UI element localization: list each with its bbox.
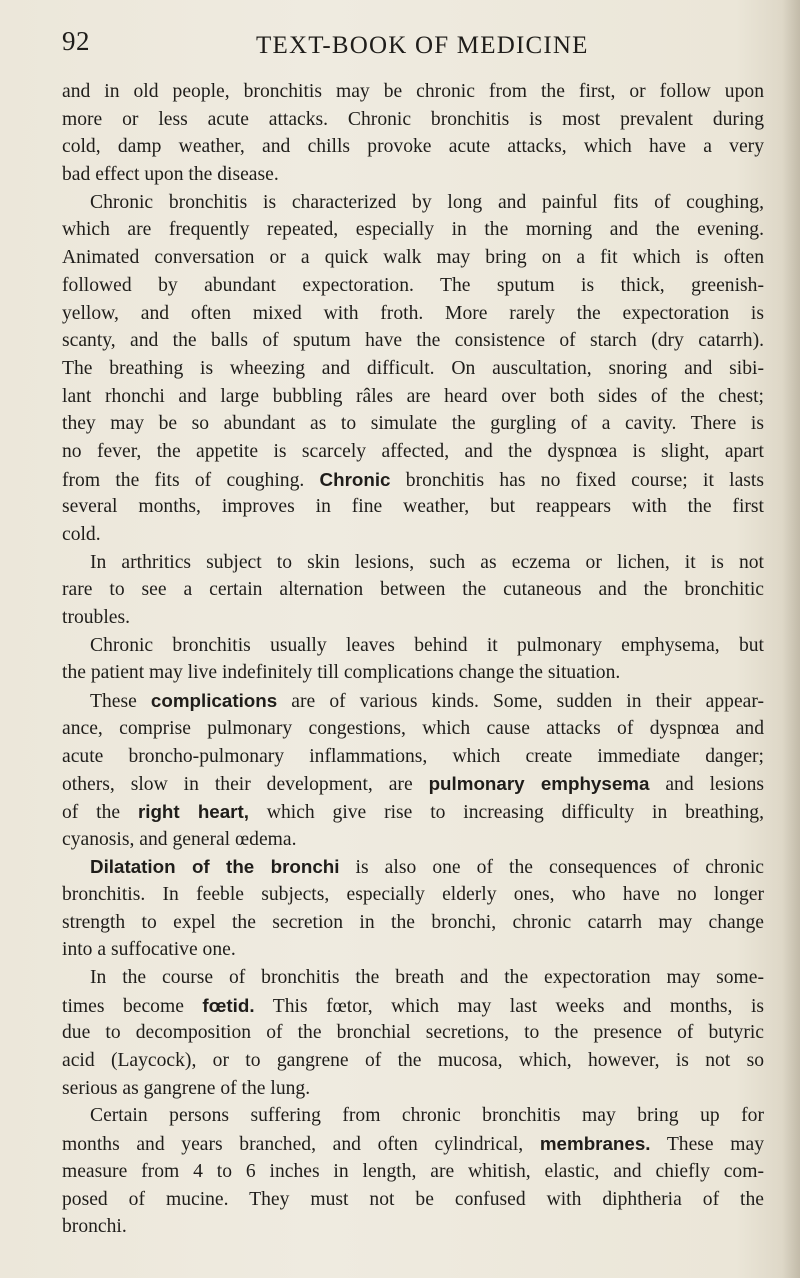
- text-line: [62, 383, 764, 411]
- text-run: The breathing is wheezing and difficult. On auscultation, snoring and sibi-: [62, 357, 764, 379]
- text-run: Certain persons suffering from chronic bronchitis may bring up for: [90, 1105, 764, 1127]
- text-line: [62, 1186, 764, 1214]
- text-run: from the fits of coughing.: [62, 469, 320, 491]
- text-run: bronchitis has no fixed course; it lasts: [390, 469, 764, 491]
- text-run: bad effect upon the disease.: [62, 164, 279, 186]
- text-run: cold.: [62, 524, 101, 545]
- key-term: membranes.: [539, 1133, 651, 1155]
- text-line: [62, 161, 764, 189]
- text-line: [62, 576, 764, 604]
- text-run: In arthritics subject to skin lesions, such as eczema or lichen, it is not: [90, 551, 764, 573]
- text-line: [62, 853, 764, 881]
- text-run: due to decomposition of the bronchial secretions, to the presence of butyric: [62, 1022, 764, 1044]
- key-term: right heart,: [137, 800, 249, 822]
- text-run: and lesions: [649, 774, 764, 796]
- text-run: of the: [62, 801, 138, 823]
- text-line: [62, 992, 764, 1020]
- text-line: [62, 604, 764, 632]
- key-term: pulmonary emphysema: [428, 773, 650, 795]
- text-run: Chronic bronchitis usually leaves behind it pulmonary emphysema, but: [90, 634, 764, 656]
- text-run: others, slow in their development, are: [62, 774, 429, 796]
- text-run: In the course of bronchitis the breath and the expectoration may some-: [90, 967, 764, 988]
- text-line: [62, 466, 764, 494]
- text-run: Chronic bronchitis is characterized by long and painful fits of coughing,: [90, 191, 764, 213]
- text-line: [62, 659, 764, 687]
- text-run: they may be so abundant as to simulate the gurgling of a cavity. There is: [62, 413, 764, 435]
- text-run: into a suffocative one.: [62, 939, 236, 961]
- text-line: [62, 493, 764, 521]
- text-line: [62, 964, 764, 992]
- text-run: serious as gangrene of the lung.: [62, 1077, 311, 1099]
- text-line: [62, 272, 764, 300]
- text-line: [62, 300, 764, 328]
- text-run: cyanosis, and general œdema.: [62, 828, 297, 850]
- text-line: [62, 770, 764, 798]
- text-run: cold, damp weather, and chills provoke acute attacks, which have a very: [62, 136, 764, 158]
- text-line: [62, 936, 764, 964]
- text-line: [62, 715, 764, 743]
- text-line: [62, 1213, 764, 1241]
- text-line: [62, 355, 764, 383]
- text-run: months and years branched, and often cylindrical,: [62, 1134, 540, 1156]
- text-line: [62, 327, 764, 355]
- text-run: measure from 4 to 6 inches in length, are whitish, elastic, and chiefly com-: [62, 1160, 764, 1182]
- text-line: [62, 189, 764, 217]
- text-line: [62, 798, 764, 826]
- text-run: is also one of the consequences of chronic: [339, 857, 764, 879]
- text-run: times become: [62, 995, 203, 1017]
- text-run: scanty, and the balls of sputum have the consistence of starch (dry catarrh).: [62, 330, 764, 352]
- text-line: [62, 909, 764, 937]
- text-line: [62, 78, 764, 106]
- text-run: bronchi.: [62, 1216, 127, 1238]
- text-run: which are frequently repeated, especially in the morning and the evening.: [62, 219, 764, 241]
- text-run: are of various kinds. Some, sudden in their appear-: [277, 691, 764, 713]
- key-term: Chronic: [319, 468, 391, 490]
- text-run: Animated conversation or a quick walk may bring on a fit which is often: [62, 247, 764, 269]
- text-line: [62, 410, 764, 438]
- text-run: rare to see a certain alternation between the cutaneous and the bronchitic: [62, 579, 764, 601]
- text-line: [62, 1047, 764, 1075]
- text-line: [62, 1102, 764, 1130]
- text-line: [62, 549, 764, 577]
- text-run: more or less acute attacks. Chronic bronchitis is most prevalent during: [62, 108, 764, 130]
- text-run: lant rhonchi and large bubbling râles are heard over both sides of the chest;: [62, 385, 764, 407]
- text-line: [62, 521, 764, 549]
- text-run: bronchitis. In feeble subjects, especially elderly ones, who have no longer: [62, 883, 764, 905]
- text-run: acute broncho-pulmonary inflammations, which create immediate danger;: [62, 745, 764, 767]
- text-line: [62, 216, 764, 244]
- text-run: several months, improves in fine weather, but reappears with the first: [62, 496, 764, 518]
- text-line: [62, 743, 764, 771]
- text-line: [62, 244, 764, 272]
- text-line: [62, 687, 764, 715]
- text-run: This fœtor, which may last weeks and months, is: [254, 995, 764, 1017]
- text-run: followed by abundant expectoration. The sputum is thick, greenish-: [62, 274, 764, 296]
- text-line: [62, 826, 764, 854]
- text-line: [62, 1158, 764, 1186]
- text-run: posed of mucine. They must not be confused with diphtheria of the: [62, 1188, 764, 1210]
- key-term: fœtid.: [202, 994, 255, 1016]
- text-line: [62, 133, 764, 161]
- text-run: acid (Laycock), or to gangrene of the mucosa, which, however, is not so: [62, 1050, 764, 1072]
- page-header: [0, 26, 800, 66]
- text-run: troubles.: [62, 607, 131, 629]
- running-title: TEXT-BOOK OF MEDICINE: [256, 32, 589, 59]
- text-run: and in old people, bronchitis may be chronic from the first, or follow upon: [62, 81, 764, 102]
- page-number: 92: [62, 26, 90, 56]
- text-run: These may: [650, 1134, 764, 1156]
- key-term: Dilatation of the bronchi: [90, 856, 340, 878]
- text-line: [62, 1019, 764, 1047]
- body-text: [62, 78, 764, 1241]
- page-edge-shadow: [782, 0, 800, 1278]
- text-run: These: [90, 691, 151, 713]
- text-line: [62, 881, 764, 909]
- text-line: [62, 106, 764, 134]
- text-run: yellow, and often mixed with froth. More rarely the expectoration is: [62, 302, 764, 324]
- text-line: [62, 1075, 764, 1103]
- text-line: [62, 632, 764, 660]
- text-run: the patient may live indefinitely till complications change the situation.: [62, 662, 621, 684]
- text-run: ance, comprise pulmonary congestions, which cause attacks of dyspnœa and: [62, 717, 764, 739]
- text-run: no fever, the appetite is scarcely affected, and the dyspnœa is slight, apart: [62, 440, 764, 462]
- text-line: [62, 1130, 764, 1158]
- text-run: strength to expel the secretion in the bronchi, chronic catarrh may change: [62, 911, 764, 933]
- key-term: complications: [150, 690, 278, 712]
- text-line: [62, 438, 764, 466]
- text-run: which give rise to increasing difficulty in breathing,: [248, 801, 764, 823]
